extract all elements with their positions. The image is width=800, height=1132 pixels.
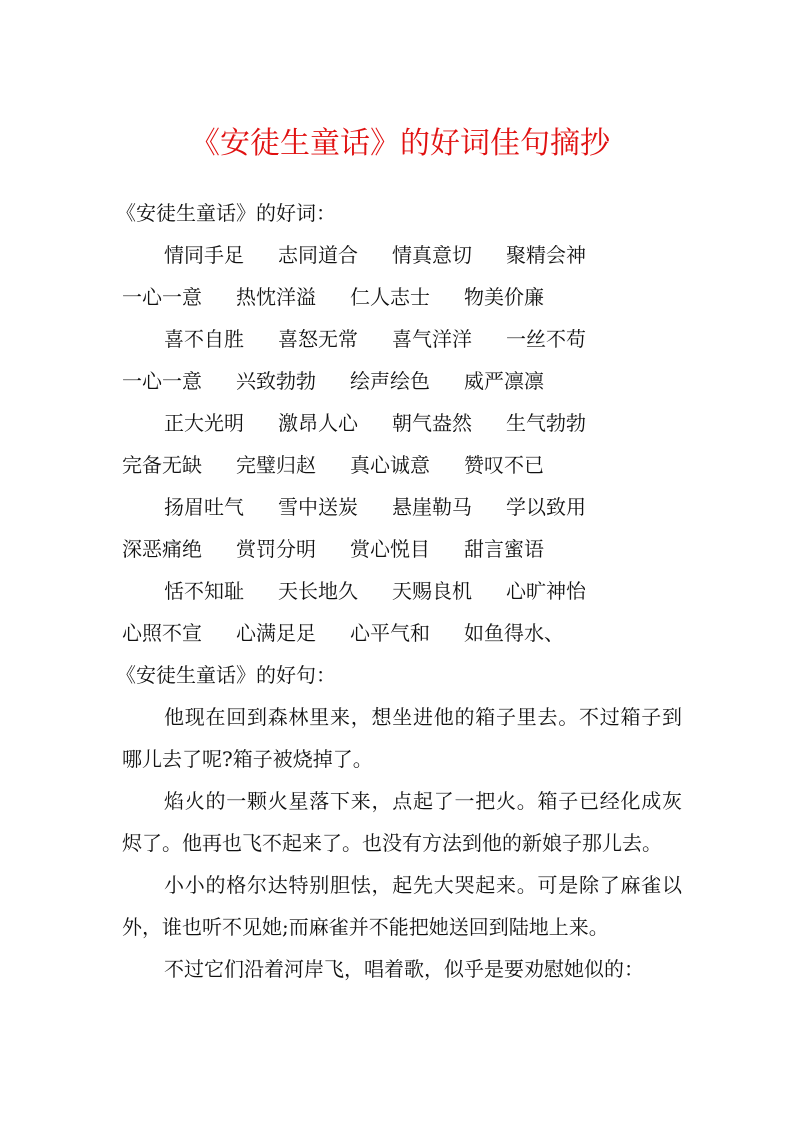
word: 一心一意 [122, 285, 202, 309]
word: 甜言蜜语 [464, 537, 544, 561]
word: 深恶痛绝 [122, 537, 202, 561]
word: 赞叹不已 [464, 453, 544, 477]
word: 悬崖勒马 [392, 495, 472, 519]
word: 生气勃勃 [506, 411, 586, 435]
word-group-3 [122, 402, 682, 486]
word: 激昂人心 [278, 411, 358, 435]
word: 恬不知耻 [164, 579, 244, 603]
word: 扬眉吐气 [164, 495, 244, 519]
word: 真心诚意 [350, 453, 430, 477]
word: 仁人志士 [350, 285, 430, 309]
sentence-paragraph: 小小的格尔达特别胆怯，起先大哭起来。可是除了麻雀以外，谁也听不见她;而麻雀并不能把她送回到陆地上来。 [122, 873, 682, 939]
word: 完璧归赵 [236, 453, 316, 477]
word: 赏心悦目 [350, 537, 430, 561]
word-group-2 [122, 318, 682, 402]
word: 朝气盎然 [392, 411, 472, 435]
word: 学以致用 [506, 495, 586, 519]
word: 志同道合 [278, 243, 358, 267]
word: 情同手足 [164, 243, 244, 267]
word: 心旷神怡 [506, 579, 586, 603]
word: 聚精会神 [506, 243, 586, 267]
word: 心照不宣 [122, 621, 202, 645]
word: 天长地久 [278, 579, 358, 603]
word: 心平气和 [350, 621, 430, 645]
word: 正大光明 [164, 411, 244, 435]
word-group-5 [122, 570, 682, 654]
word-group-4 [122, 486, 682, 570]
word: 情真意切 [392, 243, 472, 267]
word: 如鱼得水、 [464, 621, 564, 645]
word: 一丝不苟 [506, 327, 586, 351]
document-title: 《安徒生童话》的好词佳句摘抄 [190, 126, 610, 161]
word: 天赐良机 [392, 579, 472, 603]
word: 喜怒无常 [278, 327, 358, 351]
word: 一心一意 [122, 369, 202, 393]
word: 赏罚分明 [236, 537, 316, 561]
document-body [116, 192, 682, 990]
sentence-paragraph: 焰火的一颗火星落下来，点起了一把火。箱子已经化成灰烬了。他再也飞不起来了。也没有方法到他的新娘子那儿去。 [122, 789, 682, 855]
word: 雪中送炭 [278, 495, 358, 519]
word: 心满足足 [236, 621, 316, 645]
word: 绘声绘色 [350, 369, 430, 393]
sentence-paragraph: 他现在回到森林里来，想坐进他的箱子里去。不过箱子到哪儿去了呢?箱子被烧掉了。 [122, 705, 682, 771]
word: 威严凛凛 [464, 369, 544, 393]
word: 兴致勃勃 [236, 369, 316, 393]
words-heading: 《安徒生童话》的好词： [116, 201, 336, 225]
word: 喜气洋洋 [392, 327, 472, 351]
sentence-paragraph: 不过它们沿着河岸飞，唱着歌，似乎是要劝慰她似的： [164, 957, 644, 981]
word: 喜不自胜 [164, 327, 244, 351]
word: 物美价廉 [464, 285, 544, 309]
sentences-heading: 《安徒生童话》的好句： [116, 663, 336, 687]
word: 热忱洋溢 [236, 285, 316, 309]
word: 完备无缺 [122, 453, 202, 477]
word-group-1 [122, 234, 682, 318]
